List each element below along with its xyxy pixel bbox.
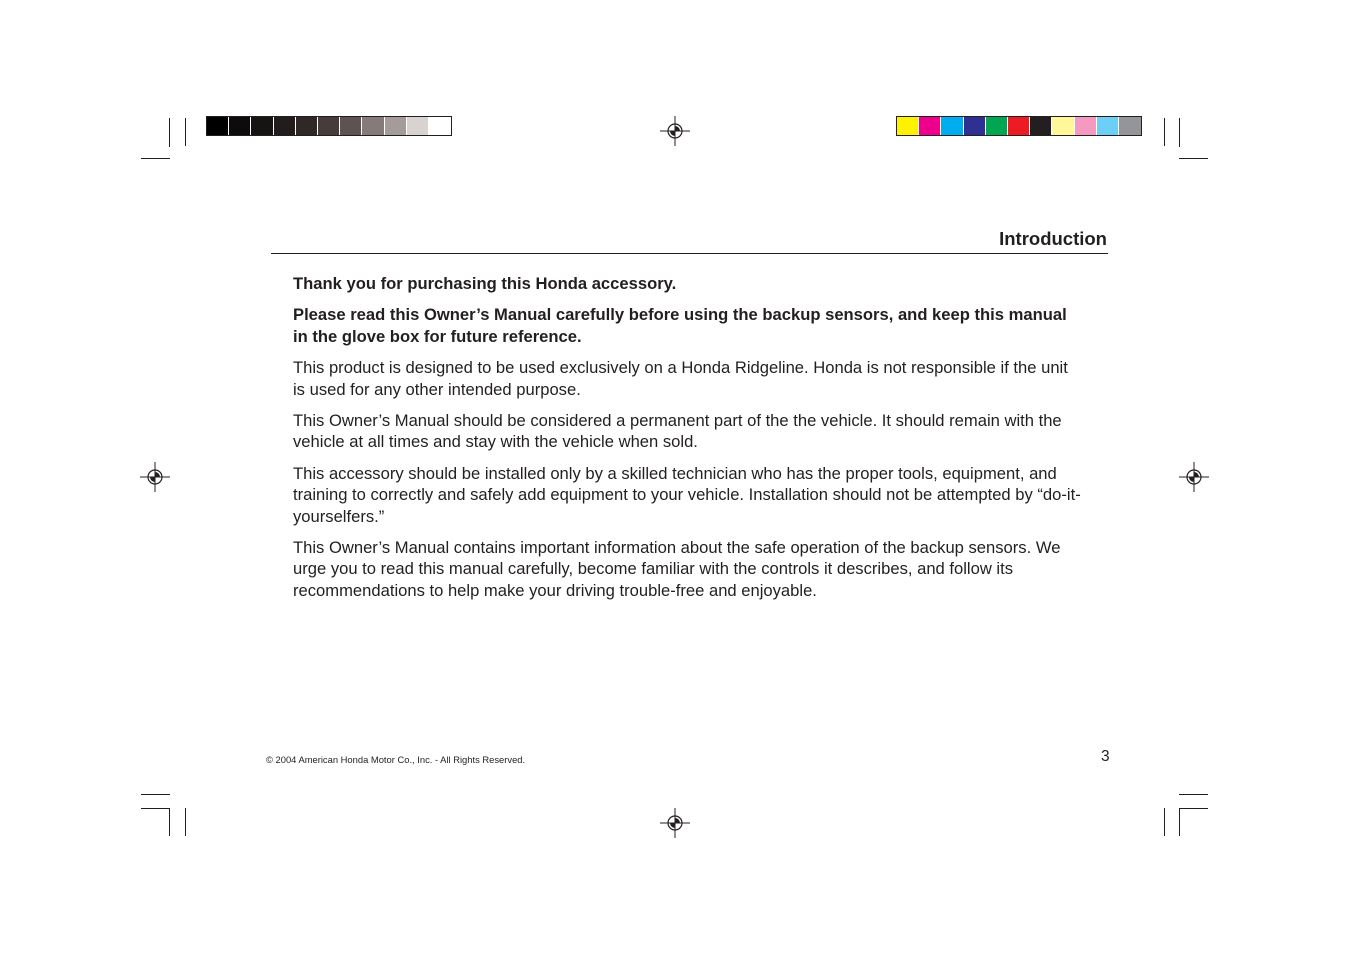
crop-mark: [141, 158, 170, 159]
color-swatch: [318, 117, 340, 135]
color-swatch: [229, 117, 251, 135]
crop-mark: [185, 118, 186, 146]
crop-mark: [169, 118, 170, 147]
color-swatch: [296, 117, 318, 135]
grayscale-calibration-bar: [206, 116, 452, 136]
color-swatch: [362, 117, 384, 135]
paragraph: This accessory should be installed only by a skilled technician who has the proper tools, equipment, and training to correctly and safely add equipment to your vehicle. Installation should not be attempted by “do-it-yourselfers.”: [293, 463, 1081, 526]
color-swatch: [1052, 117, 1074, 135]
paragraph: Please read this Owner’s Manual carefully before using the backup sensors, and keep this manual in the glove box for future reference.: [293, 305, 1067, 346]
color-swatch: [385, 117, 407, 135]
crop-mark: [1164, 808, 1165, 836]
color-swatch: [340, 117, 362, 135]
crop-mark: [185, 808, 186, 836]
color-swatch: [274, 117, 296, 135]
color-swatch: [429, 117, 451, 135]
crop-mark: [1179, 118, 1180, 147]
crop-mark: [1164, 118, 1165, 146]
paragraph: Thank you for purchasing this Honda accessory.: [293, 274, 677, 293]
crop-mark: [1179, 158, 1208, 159]
color-swatch: [941, 117, 963, 135]
color-swatch: [1030, 117, 1052, 135]
color-swatch: [986, 117, 1008, 135]
registration-mark-icon: [140, 462, 170, 492]
paragraph: This Owner’s Manual contains important information about the safe operation of the backup sensors. We urge you to read this manual carefully, become familiar with the controls it describes, and follow its recommendations to help make your driving trouble-free and enjoyable.: [293, 538, 1061, 600]
color-swatch: [897, 117, 919, 135]
copyright-notice: © 2004 American Honda Motor Co., Inc. - All Rights Reserved.: [266, 754, 526, 765]
color-swatch: [1119, 117, 1141, 135]
section-title: Introduction: [999, 228, 1107, 249]
color-swatch: [207, 117, 229, 135]
color-swatch: [1097, 117, 1119, 135]
crop-mark: [1179, 808, 1180, 836]
registration-mark-icon: [660, 808, 690, 838]
crop-mark: [1179, 808, 1208, 809]
page-number: 3: [1101, 748, 1110, 765]
color-swatch: [964, 117, 986, 135]
registration-mark-icon: [660, 116, 690, 146]
intro-body: [293, 273, 1083, 611]
color-swatch: [407, 117, 429, 135]
registration-mark-icon: [1179, 462, 1209, 492]
paragraph: This Owner’s Manual should be considered a permanent part of the the vehicle. It should remain with the vehicle at all times and stay with the vehicle when sold.: [293, 411, 1062, 452]
header-rule: [271, 253, 1108, 254]
crop-mark: [141, 794, 170, 795]
crop-mark: [1179, 794, 1208, 795]
crop-mark: [169, 808, 170, 836]
color-swatch: [1075, 117, 1097, 135]
color-calibration-bar: [896, 116, 1142, 136]
color-swatch: [251, 117, 273, 135]
crop-mark: [141, 808, 170, 809]
paragraph: This product is designed to be used exclusively on a Honda Ridgeline. Honda is not responsible if the unit is used for any other intended purpose.: [293, 358, 1068, 399]
color-swatch: [1008, 117, 1030, 135]
color-swatch: [919, 117, 941, 135]
